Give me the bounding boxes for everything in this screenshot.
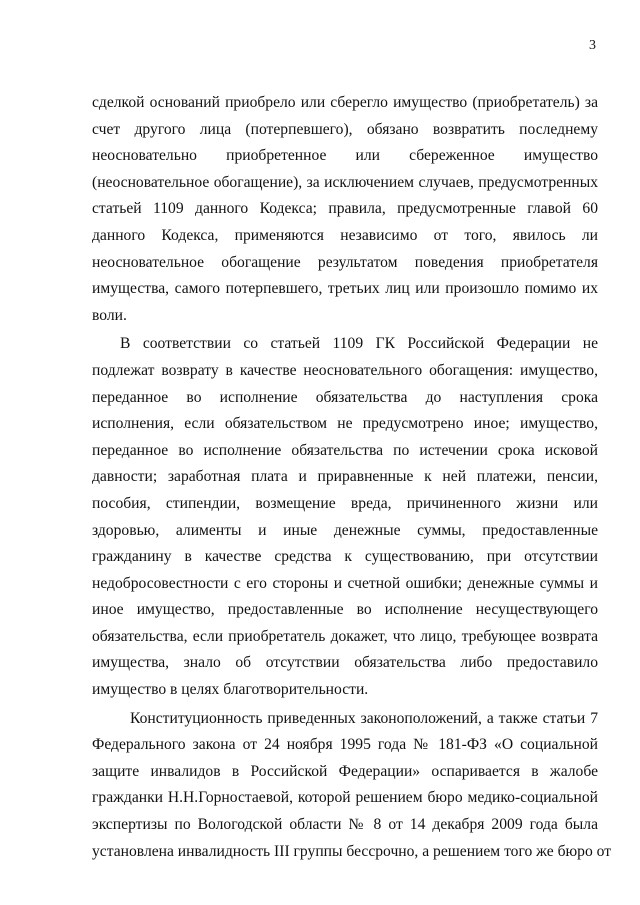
paragraph-2 bbox=[92, 331, 598, 703]
text-line: неосновательное обогащение результатом поведения приобретателя bbox=[92, 253, 598, 271]
text-line: давности; заработная плата и приравненные к ней платежи, пенсии, bbox=[92, 468, 598, 486]
text-line: подлежат возврату в качестве неосновательного обогащения: имущество, bbox=[92, 361, 598, 379]
text-line: переданное во исполнение обязательства по истечении срока исковой bbox=[92, 441, 598, 459]
text-line: В соответствии со статьей 1109 ГК Российской Федерации не bbox=[120, 335, 598, 353]
text-line: имущества, знало об отсутствии обязательства либо предоставило bbox=[92, 654, 598, 672]
document-body bbox=[92, 90, 612, 865]
text-line: имущества, самого потерпевшего, третьих лиц или произошло помимо их bbox=[92, 280, 598, 298]
text-line: счет другого лица (потерпевшего), обязано возвратить последнему bbox=[92, 120, 598, 138]
paragraph-3 bbox=[92, 706, 612, 866]
text-line: недобросовестности с его стороны и счетной ошибки; денежные суммы и bbox=[92, 574, 598, 592]
text-line: защите инвалидов в Российской Федерации» оспаривается в жалобе bbox=[92, 762, 598, 780]
page-number: 3 bbox=[589, 38, 596, 53]
text-line: Конституционность приведенных законоположений, а также статьи 7 bbox=[130, 709, 598, 727]
paragraph-1 bbox=[92, 90, 598, 329]
text-line: здоровью, алименты и иные денежные суммы, предоставленные bbox=[92, 521, 598, 539]
text-line: данного Кодекса, применяются независимо от того, явилось ли bbox=[92, 226, 598, 244]
text-line: Федерального закона от 24 ноября 1995 года № 181-ФЗ «О социальной bbox=[92, 736, 598, 754]
text-line: воли. bbox=[92, 306, 127, 324]
text-line: исполнения, если обязательством не предусмотрено иное; имущество, bbox=[92, 415, 598, 433]
text-line: неосновательно приобретенное или сбереженное имущество bbox=[92, 147, 598, 165]
text-line: гражданки Н.Н.Горностаевой, которой решением бюро медико-социальной bbox=[92, 789, 598, 807]
text-line: гражданину в качестве средства к существованию, при отсутствии bbox=[92, 548, 598, 566]
text-line: статьей 1109 данного Кодекса; правила, предусмотренные главой 60 bbox=[92, 200, 598, 218]
text-line: экспертизы по Вологодской области № 8 от 14 декабря 2009 года была bbox=[92, 816, 598, 834]
text-line: (неосновательное обогащение), за исключением случаев, предусмотренных bbox=[92, 173, 598, 191]
text-line: иное имущество, предоставленные во исполнение несуществующего bbox=[92, 601, 598, 619]
text-line: обязательства, если приобретатель докажет, что лицо, требующее возврата bbox=[92, 627, 598, 645]
text-line: имущество в целях благотворительности. bbox=[92, 681, 369, 699]
text-line: сделкой оснований приобрело или сберегло имущество (приобретатель) за bbox=[92, 94, 598, 111]
text-line: установлена инвалидность III группы бессрочно, а решением того же бюро от bbox=[92, 842, 612, 860]
text-line: пособия, стипендии, возмещение вреда, причиненного жизни или bbox=[92, 494, 598, 512]
text-line: переданное во исполнение обязательства до наступления срока bbox=[92, 388, 598, 406]
